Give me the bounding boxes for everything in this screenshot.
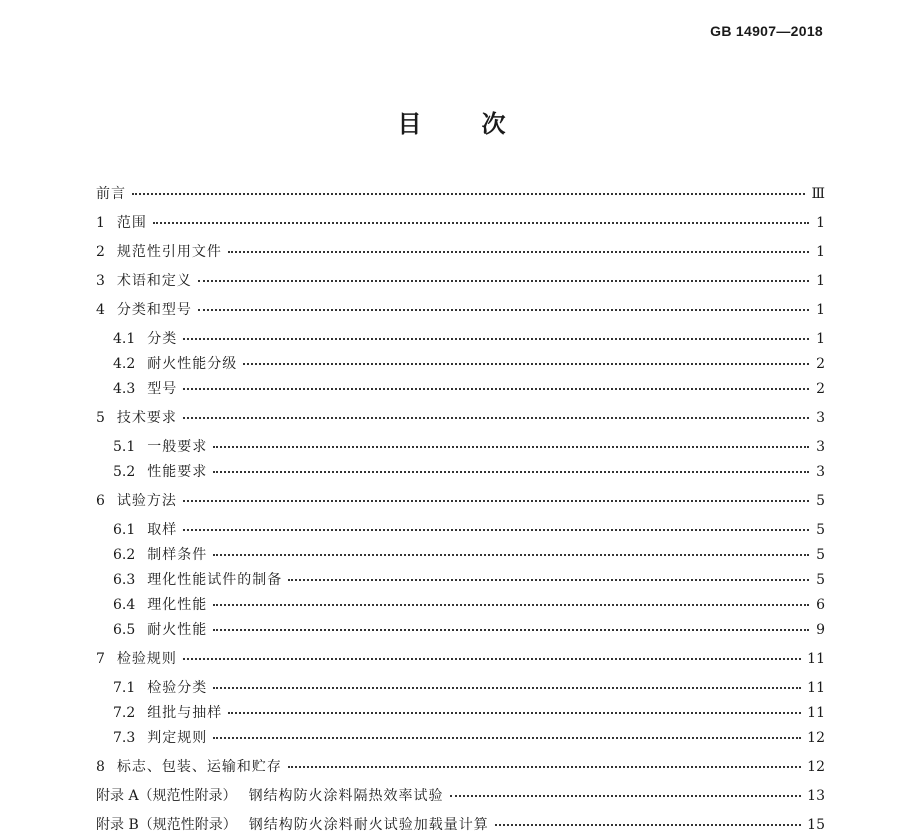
dot-leader: [288, 754, 801, 768]
toc-entry-page-number: 1: [816, 331, 825, 347]
dot-leader: [183, 646, 801, 660]
toc-entry-title: 取样: [147, 522, 178, 538]
toc-entry-number: 6.3: [113, 572, 136, 588]
dot-leader: [288, 567, 809, 581]
toc-entry[interactable]: [96, 183, 825, 205]
toc-entry-page-number: 11: [807, 680, 825, 696]
toc-entry[interactable]: [96, 241, 825, 263]
toc-entry-title: 判定规则: [147, 730, 208, 746]
toc-entry[interactable]: [113, 702, 825, 724]
dot-leader: [132, 181, 805, 195]
toc-entry-number: 6: [96, 493, 105, 509]
dot-leader: [213, 542, 809, 556]
dot-leader: [213, 675, 801, 689]
toc-entry-page-number: 3: [816, 439, 825, 455]
toc-entry-title: 范围: [116, 215, 147, 231]
toc-entry-title: 型号: [147, 381, 178, 397]
toc-entry-title: 组批与抽样: [147, 705, 223, 721]
toc-entry-page-number: 9: [816, 622, 825, 638]
toc-entry-number: 3: [96, 273, 105, 289]
dot-leader: [228, 239, 809, 253]
toc-entry-number: 4.2: [113, 356, 136, 372]
dot-leader: [153, 210, 809, 224]
toc-entry-title: 前言: [96, 186, 126, 202]
toc-entry-number: 7.3: [113, 730, 136, 746]
toc-entry[interactable]: [113, 328, 825, 350]
toc-entry-title: 分类: [147, 331, 178, 347]
toc-entry[interactable]: [96, 270, 825, 292]
toc-entry-page-number: 1: [816, 215, 825, 231]
toc-entry-number: 1: [96, 215, 105, 231]
toc-entry-page-number: 5: [816, 493, 825, 509]
toc-entry-number: 7.2: [113, 705, 136, 721]
toc-entry-title: 规范性引用文件: [116, 244, 222, 260]
toc-entry-title: 术语和定义: [116, 273, 192, 289]
toc-entry[interactable]: [113, 594, 825, 616]
dot-leader: [213, 617, 809, 631]
toc-entry[interactable]: [113, 436, 825, 458]
toc-entry-page-number: 1: [816, 273, 825, 289]
toc-entry[interactable]: [113, 619, 825, 641]
toc-entry-number: 6.4: [113, 597, 136, 613]
toc-entry-page-number: 1: [816, 244, 825, 260]
toc-entry-page-number: 13: [807, 788, 825, 804]
toc-entry-number: 8: [96, 759, 105, 775]
toc-entry-title: 性能要求: [147, 464, 208, 480]
toc-entry-number: 6.5: [113, 622, 136, 638]
page-title: [0, 104, 903, 139]
toc-entry[interactable]: [113, 519, 825, 541]
toc-entry-page-number: 5: [816, 572, 825, 588]
toc-entry-title: 试验方法: [116, 493, 177, 509]
toc-entry-page-number: 11: [807, 705, 825, 721]
toc-entry-page-number: 5: [816, 547, 825, 563]
toc-entry-title: 分类和型号: [116, 302, 192, 318]
dot-leader: [183, 405, 809, 419]
dot-leader: [213, 725, 801, 739]
toc-entry-page-number: 15: [807, 817, 825, 833]
toc-entry-title: 标志、包装、运输和贮存: [116, 759, 282, 775]
toc-entry-title: 耐火性能: [147, 622, 208, 638]
dot-leader: [183, 326, 809, 340]
toc-entry-number: 4.3: [113, 381, 136, 397]
standard-code: GB 14907—2018: [710, 23, 823, 39]
dot-leader: [198, 268, 809, 282]
dot-leader: [243, 351, 809, 365]
toc-entry-page-number: 12: [807, 759, 825, 775]
toc-entry-number: 4.1: [113, 331, 136, 347]
toc-entry-page-number: Ⅲ: [811, 186, 825, 202]
toc-entry[interactable]: [113, 544, 825, 566]
toc-entry-page-number: 2: [816, 381, 825, 397]
toc-entry-page-number: 3: [816, 410, 825, 426]
toc-entry[interactable]: [113, 378, 825, 400]
dot-leader: [213, 459, 809, 473]
dot-leader: [183, 376, 809, 390]
toc-entry[interactable]: [113, 677, 825, 699]
dot-leader: [198, 297, 809, 311]
dot-leader: [183, 488, 809, 502]
toc-entry-title: 理化性能: [147, 597, 208, 613]
toc-entry-page-number: 6: [816, 597, 825, 613]
page-title-char-2: 次: [481, 110, 506, 138]
dot-leader: [213, 592, 809, 606]
dot-leader: [183, 517, 809, 531]
toc-entry[interactable]: [96, 785, 825, 807]
toc-entry[interactable]: [96, 648, 825, 670]
toc-entry[interactable]: [96, 756, 825, 778]
toc-entry[interactable]: [96, 299, 825, 321]
toc-entry-number: 5.2: [113, 464, 136, 480]
toc-entry-number: 2: [96, 244, 105, 260]
toc-entry-number: 6.2: [113, 547, 136, 563]
toc-entry[interactable]: [96, 814, 825, 836]
toc-entry-title: 理化性能试件的制备: [147, 572, 283, 588]
toc-entry[interactable]: [113, 727, 825, 749]
toc-entry-number: 5: [96, 410, 105, 426]
toc-entry-page-number: 3: [816, 464, 825, 480]
toc-entry-title: 耐火性能分级: [147, 356, 238, 372]
toc-entry-title: 检验规则: [116, 651, 177, 667]
toc-entry-title: 钢结构防火涂料耐火试验加载量计算: [248, 817, 489, 833]
page-title-char-1: 目: [397, 110, 422, 138]
dot-leader: [213, 434, 809, 448]
toc-entry-number: 附录 B（规范性附录）: [96, 817, 237, 833]
toc-entry-number: 7: [96, 651, 105, 667]
toc-entry-title: 钢结构防火涂料隔热效率试验: [248, 788, 444, 804]
toc-entry[interactable]: [113, 569, 825, 591]
dot-leader: [228, 700, 801, 714]
toc-entry[interactable]: [113, 353, 825, 375]
toc-entry-page-number: 11: [807, 651, 825, 667]
dot-leader: [450, 783, 802, 797]
toc-entry-title: 制样条件: [147, 547, 208, 563]
toc-entry-number: 4: [96, 302, 105, 318]
toc-entry-number: 5.1: [113, 439, 136, 455]
toc-entry-number: 6.1: [113, 522, 136, 538]
toc-entry-title: 检验分类: [147, 680, 208, 696]
toc-entry-page-number: 5: [816, 522, 825, 538]
toc-entry-number: 附录 A（规范性附录）: [96, 788, 237, 804]
toc-entry[interactable]: [113, 461, 825, 483]
dot-leader: [495, 812, 801, 826]
toc-entry-title: 一般要求: [147, 439, 208, 455]
toc-entry[interactable]: [96, 212, 825, 234]
toc-entry-page-number: 1: [816, 302, 825, 318]
toc-entry-title: 技术要求: [116, 410, 177, 426]
toc-entry-page-number: 12: [807, 730, 825, 746]
toc-entry-number: 7.1: [113, 680, 136, 696]
toc-entry[interactable]: [96, 490, 825, 512]
toc-entry[interactable]: [96, 407, 825, 429]
toc-entry-page-number: 2: [816, 356, 825, 372]
